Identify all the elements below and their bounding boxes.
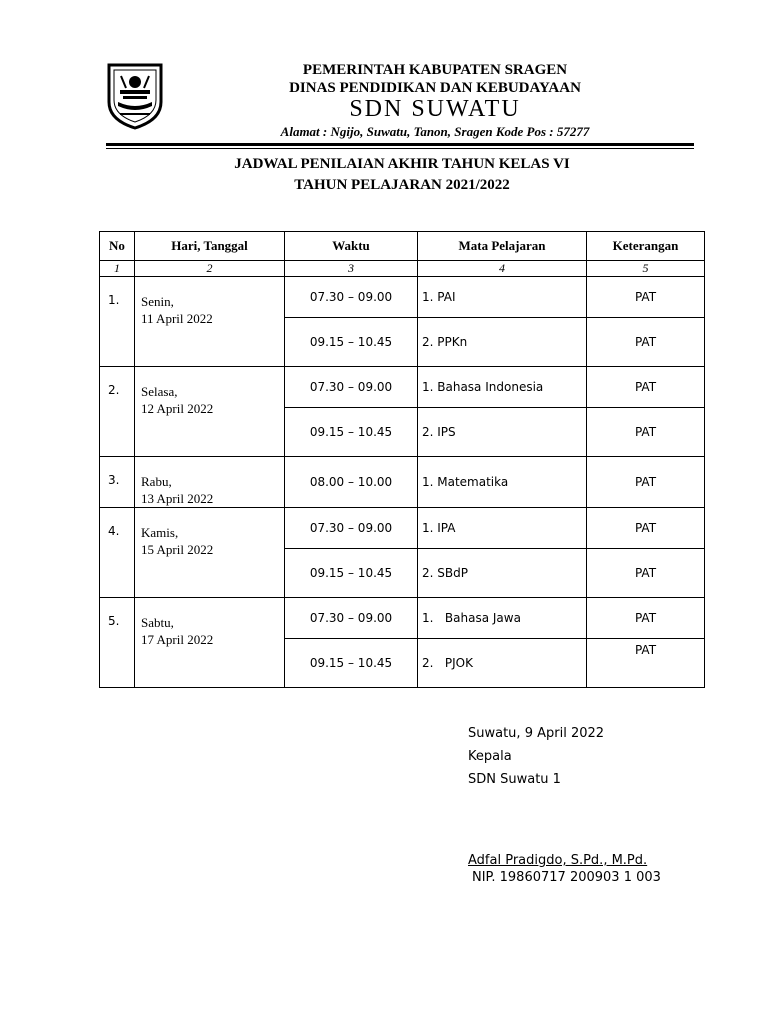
day-date-cell [135, 457, 285, 508]
table-row [100, 598, 705, 639]
note-cell: PAT [587, 367, 705, 408]
header-address: Alamat : Ngijo, Suwatu, Tanon, Sragen Kode Pos : 57277 [280, 124, 590, 139]
note-cell: PAT [587, 598, 705, 639]
day-label: Senin, [141, 294, 174, 309]
row-number: 5. [100, 598, 135, 688]
date-label: 12 April 2022 [141, 401, 214, 416]
note-cell: PAT [587, 277, 705, 318]
subject-cell: 1. IPA [418, 508, 587, 549]
day-date-cell [135, 277, 285, 367]
schedule-table [99, 231, 705, 688]
signature-role: Kepala [468, 749, 512, 764]
time-cell: 07.30 – 09.00 [285, 277, 418, 318]
column-number: 5 [587, 261, 705, 277]
column-header: No [100, 232, 135, 261]
column-number: 4 [418, 261, 587, 277]
subject-cell: 1. Matematika [418, 457, 587, 508]
column-header: Keterangan [587, 232, 705, 261]
row-number: 4. [100, 508, 135, 598]
signatory-nip: NIP. 19860717 200903 1 003 [472, 870, 661, 885]
subject-cell: 1. Bahasa Jawa [418, 598, 587, 639]
time-cell: 09.15 – 10.45 [285, 549, 418, 598]
day-label: Kamis, [141, 525, 179, 540]
day-label: Rabu, [141, 474, 172, 489]
table-row [100, 508, 705, 549]
date-label: 15 April 2022 [141, 542, 214, 557]
row-number: 2. [100, 367, 135, 457]
column-number-row [100, 261, 705, 277]
subject-cell: 1. PAI [418, 277, 587, 318]
date-label: 13 April 2022 [141, 491, 214, 506]
note-cell: PAT [587, 549, 705, 598]
note-cell: PAT [587, 408, 705, 457]
subject-cell: 1. Bahasa Indonesia [418, 367, 587, 408]
row-number: 1. [100, 277, 135, 367]
note-cell: PAT [587, 457, 705, 508]
time-cell: 09.15 – 10.45 [285, 408, 418, 457]
day-label: Sabtu, [141, 615, 174, 630]
time-cell: 07.30 – 09.00 [285, 598, 418, 639]
time-cell: 09.15 – 10.45 [285, 639, 418, 688]
document-subtitle: TAHUN PELAJARAN 2021/2022 [294, 177, 510, 193]
date-label: 17 April 2022 [141, 632, 214, 647]
regency-emblem-icon [106, 62, 164, 130]
subject-cell: 2. PPKn [418, 318, 587, 367]
signature-school: SDN Suwatu 1 [468, 772, 561, 787]
column-number: 1 [100, 261, 135, 277]
column-header: Waktu [285, 232, 418, 261]
note-cell: PAT [587, 508, 705, 549]
date-label: 11 April 2022 [141, 311, 213, 326]
table-row [100, 457, 705, 508]
signatory-name: Adfal Pradigdo, S.Pd., M.Pd. [468, 853, 648, 868]
header-department: DINAS PENDIDIKAN DAN KEBUDAYAAN [289, 80, 581, 96]
subject-cell: 2. SBdP [418, 549, 587, 598]
time-cell: 09.15 – 10.45 [285, 318, 418, 367]
header-school-name: SDN SUWATU [349, 96, 521, 122]
header-government: PEMERINTAH KABUPATEN SRAGEN [302, 62, 568, 78]
day-date-cell [135, 598, 285, 688]
table-header-row [100, 232, 705, 261]
signature-place-date: Suwatu, 9 April 2022 [468, 726, 605, 741]
row-number: 3. [100, 457, 135, 508]
document-title: JADWAL PENILAIAN AKHIR TAHUN KELAS VI [234, 156, 570, 172]
column-number: 2 [135, 261, 285, 277]
subject-cell: 2. IPS [418, 408, 587, 457]
table-row [100, 277, 705, 318]
note-cell: PAT [587, 318, 705, 367]
column-number: 3 [285, 261, 418, 277]
subject-cell: 2. PJOK [418, 639, 587, 688]
day-label: Selasa, [141, 384, 178, 399]
column-header: Mata Pelajaran [418, 232, 587, 261]
column-header: Hari, Tanggal [135, 232, 285, 261]
table-row [100, 367, 705, 408]
time-cell: 07.30 – 09.00 [285, 508, 418, 549]
note-cell: PAT [587, 639, 705, 688]
letterhead-rule-thick [106, 143, 694, 146]
letterhead-rule-thin [106, 148, 694, 149]
time-cell: 07.30 – 09.00 [285, 367, 418, 408]
day-date-cell [135, 508, 285, 598]
day-date-cell [135, 367, 285, 457]
time-cell: 08.00 – 10.00 [285, 457, 418, 508]
